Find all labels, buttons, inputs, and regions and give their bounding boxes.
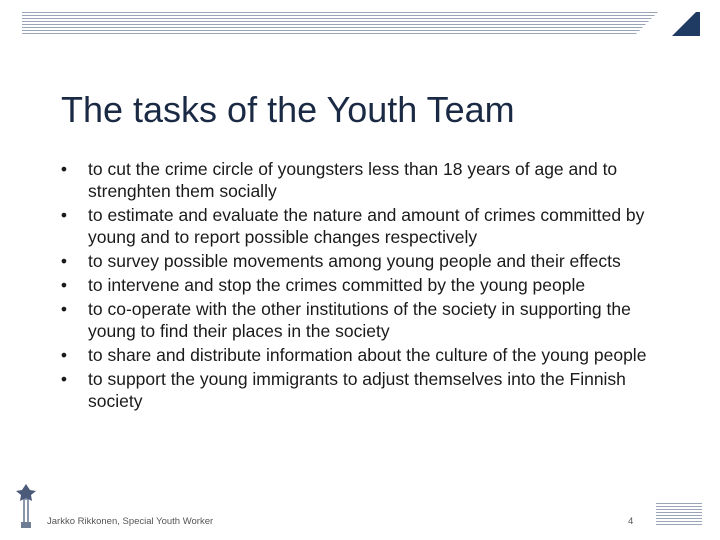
header-accent-block	[672, 12, 700, 36]
slide-title: The tasks of the Youth Team	[61, 89, 515, 130]
police-emblem-icon	[12, 482, 40, 530]
list-item	[58, 274, 678, 296]
bullet-dot: •	[60, 369, 68, 389]
header-stripes	[22, 12, 658, 36]
bullet-text: to co-operate with the other institutions of the society in supporting the young to find their places in the society	[88, 299, 631, 341]
bullet-dot: •	[60, 205, 68, 225]
bullet-dot: •	[60, 159, 68, 179]
footer-author: Jarkko Rikkonen, Special Youth Worker	[47, 516, 214, 527]
page-number: 4	[628, 516, 634, 527]
list-item	[58, 344, 678, 366]
bullet-text: to intervene and stop the crimes committed by the young people	[88, 275, 586, 295]
bullet-text: to cut the crime circle of youngsters less than 18 years of age and to strenghten them socially	[88, 159, 618, 201]
bullet-text: to survey possible movements among young people and their effects	[88, 251, 621, 271]
bullet-list	[58, 158, 678, 414]
bullet-dot: •	[60, 251, 68, 271]
bullet-dot: •	[60, 345, 68, 365]
list-item	[58, 298, 678, 342]
bullet-dot: •	[60, 299, 68, 319]
list-item	[58, 368, 678, 412]
bullet-text: to share and distribute information about the culture of the young people	[88, 345, 647, 365]
footer-stripes	[656, 503, 702, 527]
bullet-text: to estimate and evaluate the nature and amount of crimes committed by young and to report possible changes respectively	[88, 205, 645, 247]
bullet-dot: •	[60, 275, 68, 295]
list-item	[58, 158, 678, 202]
list-item	[58, 204, 678, 248]
bullet-text: to support the young immigrants to adjust themselves into the Finnish society	[88, 369, 626, 411]
list-item	[58, 250, 678, 272]
